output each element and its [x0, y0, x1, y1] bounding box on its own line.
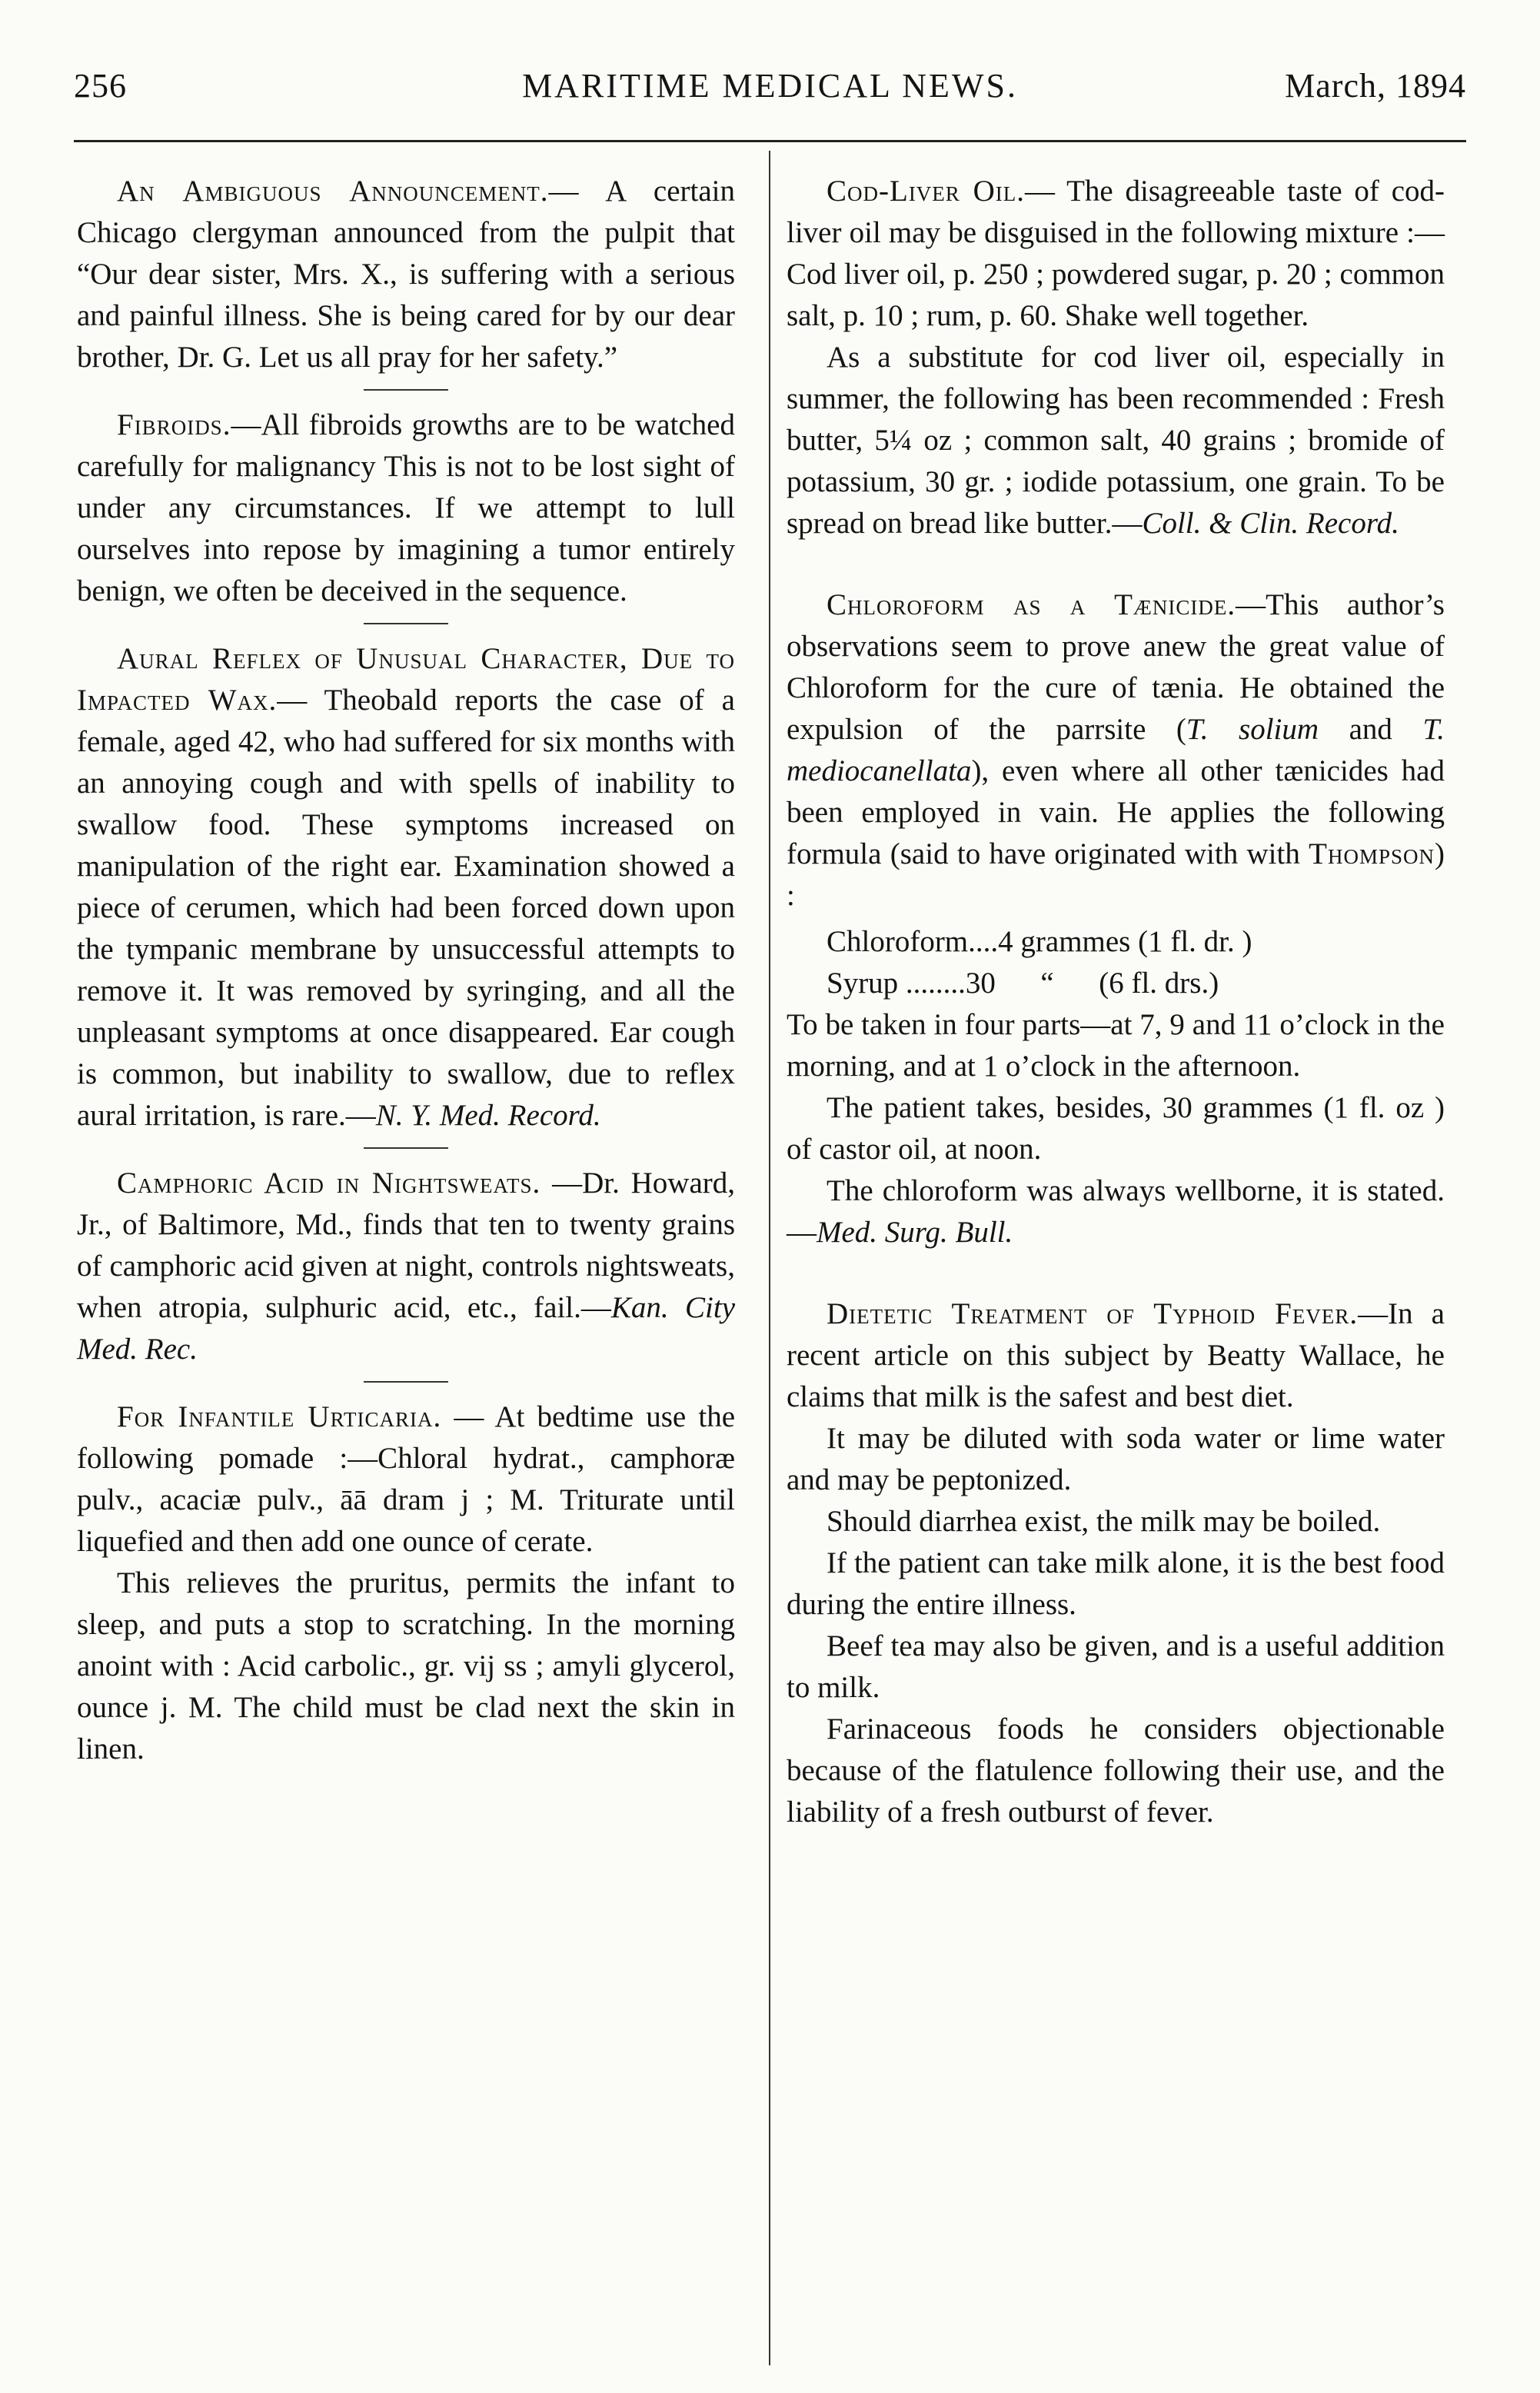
article-paragraph: As a substitute for cod liver oil, especially in summer, the following has been recommended : Fresh butter, 5¼ oz ; common salt, 40 grains ; bromide of potassium, 30 gr. ; iodide potassium, one grain. To be spread on bread like butter.: [787, 341, 1445, 540]
article-body: ), even where all other tænicides had been employed in vain. He applies the following formula (said to have originated with with: [787, 754, 1445, 870]
article-camphoric-acid: Camphoric Acid in Nightsweats. —Dr. Howard, Jr., of Baltimore, Md., finds that ten to twenty grains of camphoric acid given at night, controls nightsweats, when atropia, sulphuric acid, etc., fail.—Kan. City Med. Rec.: [77, 1167, 735, 1366]
article-paragraph: Farinaceous foods he considers objectionable because of the flatulence following their use, and the liability of a fresh outburst of fever.: [787, 1712, 1445, 1829]
article-typhoid-diet: Dietetic Treatment of Typhoid Fever.—In a recent article on this subject by Beatty Wallace, he claims that milk is the safest and best diet. It may be diluted with soda water or lime water and may be peptonized. Should diarrhea exist, the milk may be boiled. If the patient can take milk alone, it is the best food during the entire illness. Beef tea may also be given, and is a useful addition to milk. Farinaceous foods he considers objectionable because of the flatulence following their use, and the liability of a fresh outburst of fever.: [787, 1293, 1445, 1833]
issue-date: March, 1894: [1285, 67, 1466, 105]
article-body: This author’s observations seem to prove anew the great value of Chloroform for the cure of tænia. He obtained the expulsion of the parrsite (: [787, 588, 1445, 746]
article-source: N. Y. Med. Record.: [375, 1099, 601, 1132]
article-ambiguous-announcement: An Ambiguous Announcement.— A certain Chicago clergyman announced from the pulpit that “Our dear sister, Mrs. X., is suffering with a serious and painful illness. She is being cared for by our dear brother, Dr. G. Let us all pray for her safety.”: [77, 175, 735, 374]
article-paragraph: It may be diluted with soda water or lime water and may be peptonized.: [787, 1422, 1445, 1496]
article-aural-reflex: Aural Reflex of Unusual Character, Due to Impacted Wax.— Theobald reports the case of a female, aged 42, who had suffered for six months with an annoying cough and with spells of inability to swallow food. These symptoms increased on manipulation of the right ear. Examination showed a piece of cerumen, which had been forced down upon the tympanic membrane by unsuccessful attempts to remove it. It was removed by syringing, and all the unpleasant symptoms at once disappeared. Ear cough is common, but inability to swallow, due to reflex aural irritation, is rare.—N. Y. Med. Record.: [77, 642, 735, 1132]
article-source: Coll. & Clin. Record.: [1142, 507, 1399, 540]
section-rule: [364, 1147, 448, 1149]
article-body: At bedtime use the following pomade :—Chloral hydrat., camphoræ pulv., acaciæ pulv., āā dram j ; M. Triturate until liquefied and then add one ounce of cerate.: [77, 1400, 735, 1558]
article-infantile-urticaria: For Infantile Urticaria. — At bedtime use the following pomade :—Chloral hydrat., camphoræ pulv., acaciæ pulv., āā dram j ; M. Triturate until liquefied and then add one ounce of cerate. This relieves the pruritus, permits the infant to sleep, and puts a stop to scratching. In the morning anoint with : Acid carbolic., gr. vij ss ; amyli glycerol, ounce j. M. The child must be clad next the skin in linen.: [77, 1396, 735, 1770]
header-rule: [74, 140, 1466, 142]
article-paragraph: To be taken in four parts—at 7, 9 and 11 o’clock in the morning, and at 1 o’clock in the afternoon.: [787, 1008, 1445, 1083]
article-body: Dr. Howard, Jr., of Baltimore, Md., finds that ten to twenty grains of camphoric acid given at night, controls nightsweats, when atropia, sulphuric acid, etc., fail.: [77, 1167, 735, 1324]
section-gap: [787, 554, 1445, 584]
column-divider: [769, 151, 770, 2365]
article-heading: An Ambiguous Announcement.: [117, 175, 549, 208]
article-body: ) :: [787, 837, 1445, 912]
article-heading: Aural Reflex of Unusual Character, Due to Impacted Wax.: [77, 642, 735, 717]
article-body: and: [1319, 713, 1423, 746]
article-chloroform-taenicide: Chloroform as a Tænicide.—This author’s observations seem to prove anew the great value of Chloroform for the cure of tænia. He obtained the expulsion of the parrsite (T. solium and T. mediocanellata), even where all other tænicides had been employed in vain. He applies the following formula (said to have originated with with Thompson) : Chloroform....4 grammes (1 fl. dr. ) Syrup ........30 “ (6 fl. drs.) To be taken in four parts—at 7, 9 and 11 o’clock in the morning, and at 1 o’clock in the afternoon. The patient takes, besides, 30 grammes (1 fl. oz ) of castor oil, at noon. The chloroform was always wellborne, it is stated.—Med. Surg. Bull.: [787, 588, 1445, 1249]
article-source: Med. Surg. Bull.: [817, 1216, 1013, 1249]
section-rule: [364, 389, 448, 391]
article-body: Theobald reports the case of a female, aged 42, who had suffered for six months with an annoying cough and with spells of inability to swallow food. These symptoms increased on manipulation of the right ear. Examination showed a piece of cerumen, which had been forced down upon the tympanic membrane by unsuccessful attempts to remove it. It was removed by syringing, and all the unpleasant symptoms at once disappeared. Ear cough is common, but inability to swallow, due to reflex aural irritation, is rare.: [77, 684, 735, 1132]
page-header: [74, 66, 1466, 120]
author-name: Thompson: [1309, 837, 1435, 870]
right-column: [787, 171, 1445, 1842]
article-source: Kan. City Med. Rec.: [77, 1291, 735, 1366]
article-heading: Fibroids.: [117, 408, 231, 441]
article-body: A certain Chicago clergyman announced from the pulpit that “Our dear sister, Mrs. X., is suffering with a serious and painful illness. She is being cared for by our dear brother, Dr. G. Let us all pray for her safety.”: [77, 175, 735, 374]
article-paragraph: The patient takes, besides, 30 grammes (1 fl. oz ) of castor oil, at noon.: [787, 1091, 1445, 1166]
article-paragraph: Beef tea may also be given, and is a useful addition to milk.: [787, 1629, 1445, 1704]
section-gap: [787, 1263, 1445, 1293]
section-rule: [364, 1381, 448, 1383]
species-name: T. solium: [1186, 713, 1319, 746]
article-heading: Chloroform as a Tænicide.: [827, 588, 1236, 621]
journal-title: MARITIME MEDICAL NEWS.: [522, 67, 1018, 105]
article-cod-liver-oil: Cod-Liver Oil.— The disagreeable taste of cod-liver oil may be disguised in the following mixture :—Cod liver oil, p. 250 ; powdered sugar, p. 20 ; common salt, p. 10 ; rum, p. 60. Shake well together. As a substitute for cod liver oil, especially in summer, the following has been recommended : Fresh butter, 5¼ oz ; common salt, 40 grains ; bromide of potassium, 30 gr. ; iodide potassium, one grain. To be spread on bread like butter.—Coll. & Clin. Record.: [787, 175, 1445, 540]
article-body: In a recent article on this subject by Beatty Wallace, he claims that milk is the safest and best diet.: [787, 1297, 1445, 1413]
article-body: The disagreeable taste of cod-liver oil may be disguised in the following mixture :—Cod liver oil, p. 250 ; powdered sugar, p. 20 ; common salt, p. 10 ; rum, p. 60. Shake well together.: [787, 175, 1445, 332]
article-heading: Camphoric Acid in Nightsweats.: [117, 1167, 541, 1200]
article-paragraph: If the patient can take milk alone, it is the best food during the entire illness.: [787, 1546, 1445, 1621]
article-paragraph: Should diarrhea exist, the milk may be boiled.: [827, 1505, 1381, 1538]
species-name: T. mediocanellata: [787, 713, 1445, 787]
page-number: 256: [74, 67, 127, 105]
formula-line: Syrup ........30 “ (6 fl. drs.): [827, 967, 1219, 1000]
article-heading: Cod-Liver Oil.: [827, 175, 1025, 208]
formula-line: Chloroform....4 grammes (1 fl. dr. ): [827, 925, 1252, 958]
left-column: [77, 171, 735, 1779]
article-paragraph: The chloroform was always wellborne, it is stated.: [827, 1174, 1445, 1207]
article-body: All fibroids growths are to be watched carefully for malignancy This is not to be lost sight of under any circumstances. If we attempt to lull ourselves into repose by imagining a tumor entirely benign, we often be deceived in the sequence.: [77, 408, 735, 607]
section-rule: [364, 623, 448, 624]
article-fibroids: Fibroids.—All fibroids growths are to be watched carefully for malignancy This is not to be lost sight of under any circumstances. If we attempt to lull ourselves into repose by imagining a tumor entirely benign, we often be deceived in the sequence.: [77, 408, 735, 607]
article-heading: Dietetic Treatment of Typhoid Fever.: [827, 1297, 1359, 1330]
formula-block: [827, 921, 1445, 1004]
article-heading: For Infantile Urticaria.: [117, 1400, 442, 1433]
article-paragraph: This relieves the pruritus, permits the infant to sleep, and puts a stop to scratching. In the morning anoint with : Acid carbolic., gr. vij ss ; amyli glycerol, ounce j. M. The child must be clad next the skin in linen.: [77, 1566, 735, 1766]
